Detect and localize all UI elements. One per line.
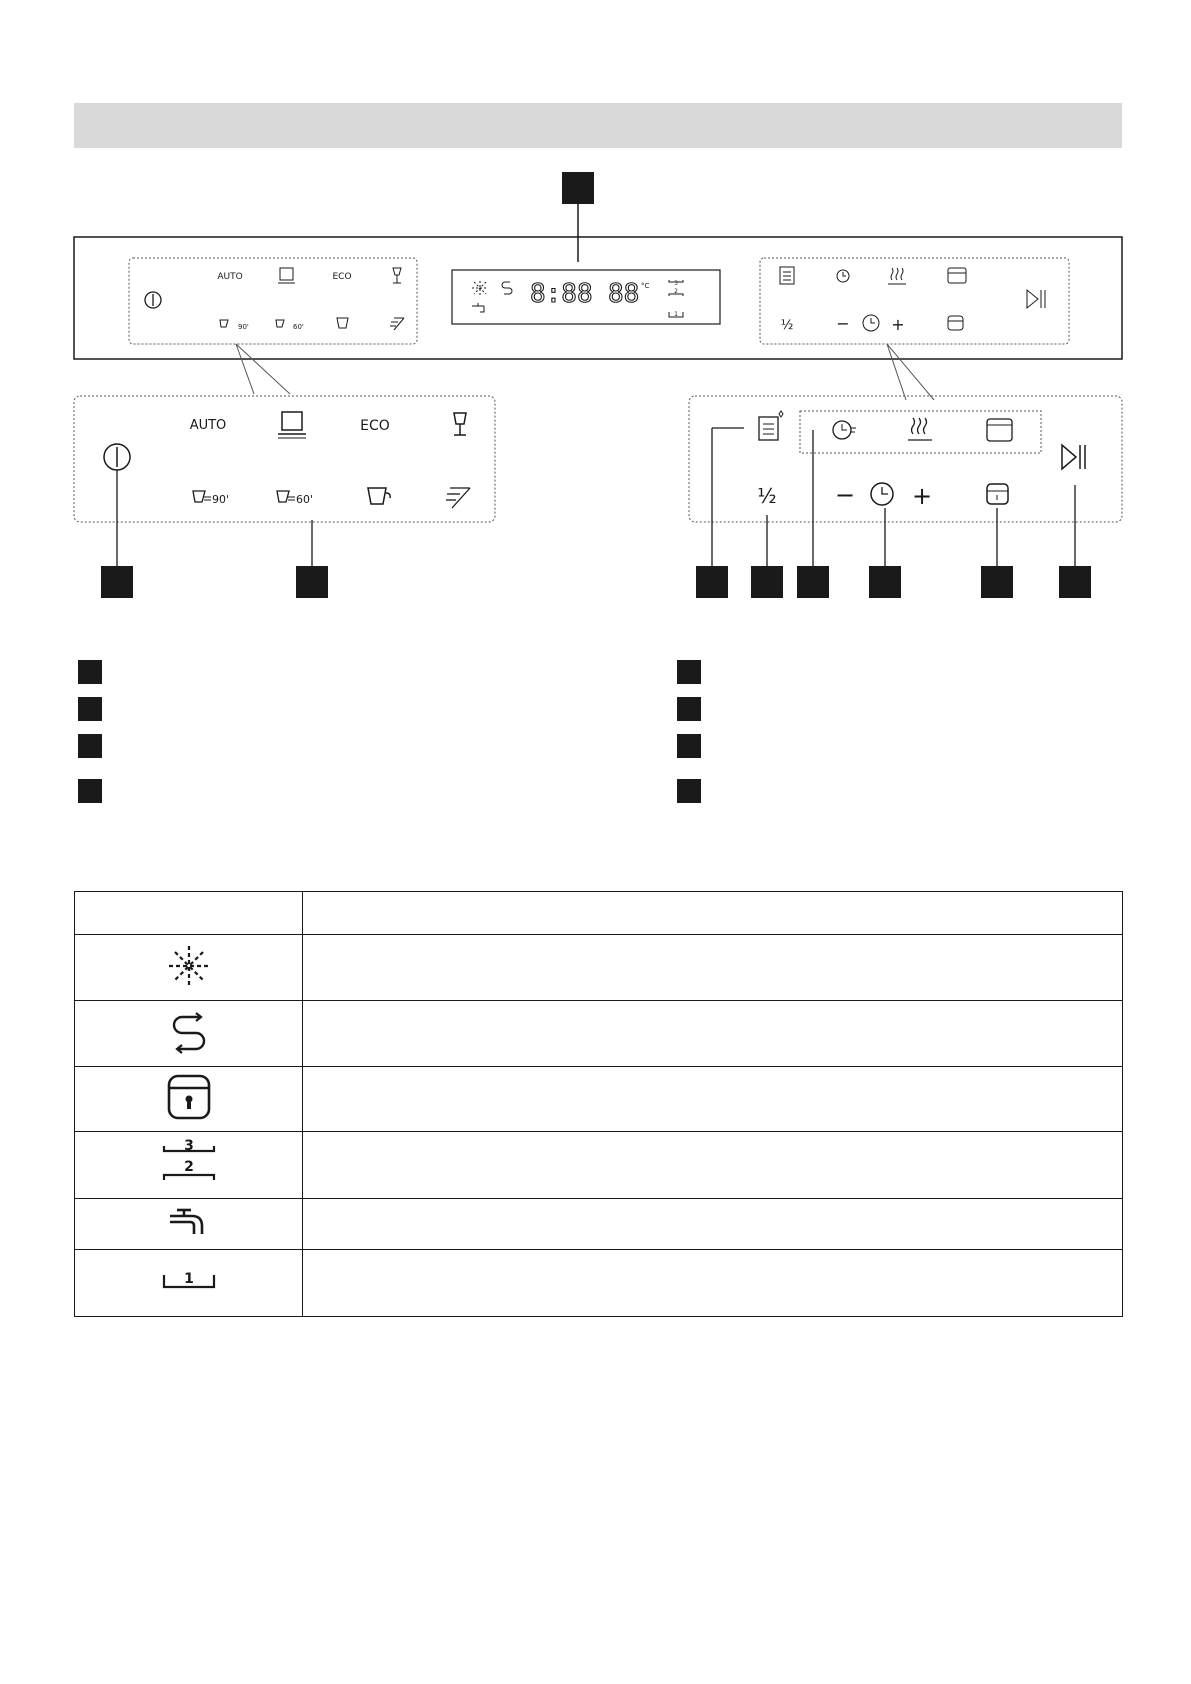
option-area-large xyxy=(689,396,1122,522)
display-symbols-table xyxy=(74,891,1123,1317)
rack-1-icon xyxy=(154,1261,224,1301)
svg-text:2: 2 xyxy=(674,288,678,295)
rack-3-2-icon xyxy=(154,1138,224,1188)
legend-box-left-1 xyxy=(78,660,102,684)
start-pause-icon-large xyxy=(1062,445,1085,469)
extra-dry-icon-large xyxy=(908,418,932,440)
p60-icon-large xyxy=(277,491,313,506)
rinse-aid-sparkle-icon xyxy=(164,941,214,991)
legend-box-left-3 xyxy=(78,734,102,758)
minus-label-small: − xyxy=(836,314,850,333)
callout-box-display xyxy=(562,172,594,204)
lock-icon-small xyxy=(948,316,963,330)
callout-box-delay xyxy=(869,566,901,598)
legend-box-right-4 xyxy=(677,779,701,803)
svg-text:1: 1 xyxy=(674,311,678,318)
lock-icon-large xyxy=(987,484,1008,504)
callout-box-on-off xyxy=(101,566,133,598)
table-row xyxy=(75,1250,1123,1317)
svg-text:2: 2 xyxy=(183,1159,194,1175)
auto-label-small: AUTO xyxy=(217,272,243,282)
half-load-label-large: ½ xyxy=(757,484,777,508)
p90-icon-large xyxy=(193,491,229,506)
time-saver-icon-large xyxy=(833,421,856,439)
extra-hygiene-icon-large xyxy=(759,411,783,440)
p90-icon-small xyxy=(220,320,249,331)
svg-text:1: 1 xyxy=(183,1271,194,1287)
on-off-icon-small xyxy=(145,292,161,308)
delay-icon-large xyxy=(871,483,893,505)
plus-label-large: + xyxy=(911,482,933,510)
legend-box-left-4 xyxy=(78,779,102,803)
rinse-aid-icon-display xyxy=(472,281,488,296)
control-panel xyxy=(74,237,1122,359)
header-cell-description xyxy=(303,892,1123,935)
pot-icon-small xyxy=(278,268,295,283)
svg-text:3: 3 xyxy=(674,280,678,287)
glass-icon-large xyxy=(454,413,466,435)
plus-label-small: + xyxy=(891,315,905,334)
spray-icon-small xyxy=(390,318,404,330)
legend-box-right-3 xyxy=(677,734,701,758)
cup-icon-small xyxy=(337,318,348,328)
callout-box-extra-hygiene xyxy=(696,566,728,598)
temp-digits-small: 88 xyxy=(608,279,640,309)
legend-box-left-2 xyxy=(78,697,102,721)
svg-text:60': 60' xyxy=(296,493,314,506)
option-group-box xyxy=(800,411,1041,453)
program-area-large xyxy=(74,396,495,522)
time-digits-small: 8:88 xyxy=(530,279,593,309)
table-row xyxy=(75,1132,1123,1199)
callout-box-half-load xyxy=(751,566,783,598)
door-lock-icon xyxy=(164,1072,214,1122)
start-pause-icon-small xyxy=(1027,290,1045,308)
on-off-icon-large xyxy=(104,444,130,470)
regen-icon-display xyxy=(502,282,512,294)
eco-label-large: ECO xyxy=(360,418,390,434)
regeneration-s-icon xyxy=(164,1007,214,1057)
svg-text:3: 3 xyxy=(183,1138,194,1154)
callout-box-options xyxy=(797,566,829,598)
callout-box-start-pause xyxy=(1059,566,1091,598)
extra-dry-icon-small xyxy=(888,268,906,284)
extra-hygiene-icon-small xyxy=(780,267,794,284)
svg-text:60': 60' xyxy=(293,323,304,331)
rack-1-icon-display xyxy=(669,311,683,318)
table-row xyxy=(75,1001,1123,1067)
tap-icon-display xyxy=(472,303,484,312)
table-row xyxy=(75,1067,1123,1132)
control-panel-diagram xyxy=(0,0,1191,620)
callout-box-lock xyxy=(981,566,1013,598)
auto-label-large: AUTO xyxy=(189,418,227,433)
spray-icon-large xyxy=(446,488,470,508)
svg-text:90': 90' xyxy=(212,493,230,506)
legend-box-right-1 xyxy=(677,660,701,684)
rack-32-icon-display xyxy=(669,280,683,296)
minus-label-large: − xyxy=(834,481,856,509)
time-saver-icon-small xyxy=(837,270,849,282)
table-row xyxy=(75,1199,1123,1250)
legend-box-right-2 xyxy=(677,697,701,721)
temp-unit-small: °C xyxy=(641,282,650,290)
auto-open-icon-small xyxy=(948,268,966,283)
option-area-small xyxy=(760,258,1069,344)
cup-icon-large xyxy=(368,488,390,504)
table-header-row xyxy=(75,892,1123,935)
pot-icon-large xyxy=(278,412,306,438)
eco-label-small: ECO xyxy=(332,272,352,282)
p60-icon-small xyxy=(276,320,304,331)
header-cell-symbol xyxy=(75,892,303,935)
svg-text:90': 90' xyxy=(238,323,249,331)
table-row xyxy=(75,935,1123,1001)
water-tap-icon xyxy=(164,1202,214,1242)
glass-icon-small xyxy=(393,268,401,283)
program-area-small xyxy=(129,258,417,344)
auto-open-icon-large xyxy=(987,419,1012,441)
half-load-label-small: ½ xyxy=(780,318,794,333)
callout-box-programmes xyxy=(296,566,328,598)
delay-icon-small xyxy=(863,315,879,331)
